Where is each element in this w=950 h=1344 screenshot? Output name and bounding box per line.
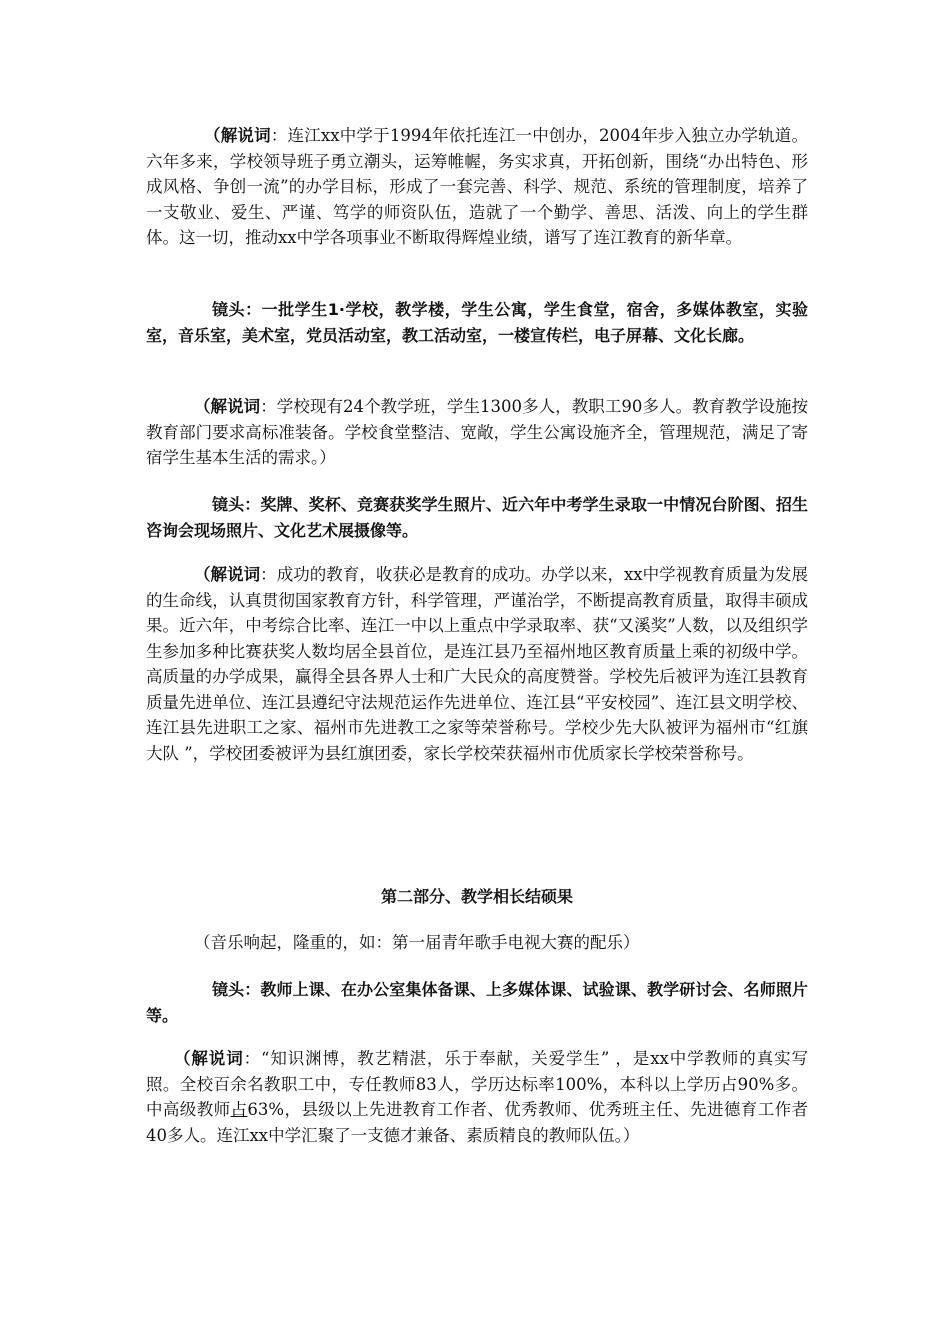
shot-lead: 镜头： (212, 980, 261, 999)
shot-lead: 镜头： (212, 300, 262, 319)
narration-paragraph-1 (146, 123, 808, 251)
shot-text: 教师上课、在办公室集体备课、上多媒体课、试验课、教学研讨会、名师照片等。 (146, 980, 808, 1025)
music-cue: （音乐响起，隆重的，如：第一届青年歌手电视大赛的配乐） (194, 933, 640, 952)
narration-text: ：成功的教育，收获必是教育的成功。办学以来，xx中学视教育质量为发展的生命线，认真贯彻国家教育方针，科学管理，严谨治学，不断提高教育质量，取得丰硕成果。近六年，中考综合比率、连江一中以上重点中学录取率、获“又溪奖”人数，以及组织学生参加多种比赛获奖人数均居全县首位，是连江县乃至福州地区教育质量上乘的初级中学。高质量的办学成果，赢得全县各界人士和广大民众的高度赞誉。学校先后被评为连江县教育质量先进单位、连江县遵纪守法规范运作先进单位、连江县“平安校园”、连江县文明学校、连江县先进职工之家、福州市先进教工之家等荣誉称号。学校少先大队被评为福州市“红旗大队 ”，学校团委被评为县红旗团委，家长学校荣获福州市优质家长学校荣誉称号。 (146, 565, 808, 763)
narration-text-part-a: ：“知识渊博，教艺精湛，乐于奉献，关爱学生” ，是xx中学教师的真实写照。全校百余名教职工中，专任教师83人，学历达标率100%，本科以上学历占90%多。中高级教师 (146, 1049, 809, 1119)
shot-paragraph-3 (146, 977, 808, 1028)
narration-paragraph-2 (146, 394, 808, 471)
narration-text-underlined: 占 (230, 1100, 248, 1119)
narration-paragraph-4 (146, 1046, 808, 1148)
shot-text: 一批学生1·学校，教学楼，学生公寓，学生食堂，宿舍，多媒体教室，实验室，音乐室，美术室，党员活动室，教工活动室，一楼宣传栏，电子屏幕、文化长廊。 (146, 300, 808, 345)
narration-paragraph-3 (146, 562, 808, 766)
narration-text-part-b: 63%，县级以上先进教育工作者、优秀教师、优秀班主任、先进德育工作者40多人。连江xx中学汇聚了一支德才兼备、素质精良的教师队伍。） (146, 1100, 809, 1145)
section-heading: 第二部分、教学相长结硕果 (380, 887, 573, 906)
shot-paragraph-2 (146, 492, 808, 543)
narration-text: ：连江xx中学于1994年依托连江一中创办，2004年步入独立办学轨道。六年多来，学校领导班子勇立潮头，运筹帷幄，务实求真，开拓创新，围绕“办出特色、形成风格、争创一流”的办学目标，形成了一套完善、科学、规范、系统的管理制度，培养了一支敬业、爱生、严谨、笃学的师资队伍，造就了一个勤学、善思、活泼、向上的学生群体。这一切，推动xx中学各项事业不断取得辉煌业绩，谱写了连江教育的新华章。 (146, 126, 809, 247)
narration-text: ：学校现有24个教学班，学生1300多人，教职工90多人。教育教学设施按教育部门要求高标准装备。学校食堂整洁、宽敞，学生公寓设施齐全，管理规范，满足了寄宿学生基本生活的需求。） (146, 397, 809, 467)
narration-lead: （解说词 (174, 1049, 244, 1068)
shot-paragraph-1 (146, 297, 808, 348)
narration-lead: （解说词 (194, 397, 261, 416)
shot-text: 奖牌、奖杯、竞赛获奖学生照片、近六年中考学生录取一中情况台阶图、招生咨询会现场照片、文化艺术展摄像等。 (146, 495, 808, 540)
narration-lead: （解说词 (194, 565, 261, 584)
narration-lead: （解说词 (204, 126, 271, 145)
shot-lead: 镜头： (212, 495, 261, 514)
